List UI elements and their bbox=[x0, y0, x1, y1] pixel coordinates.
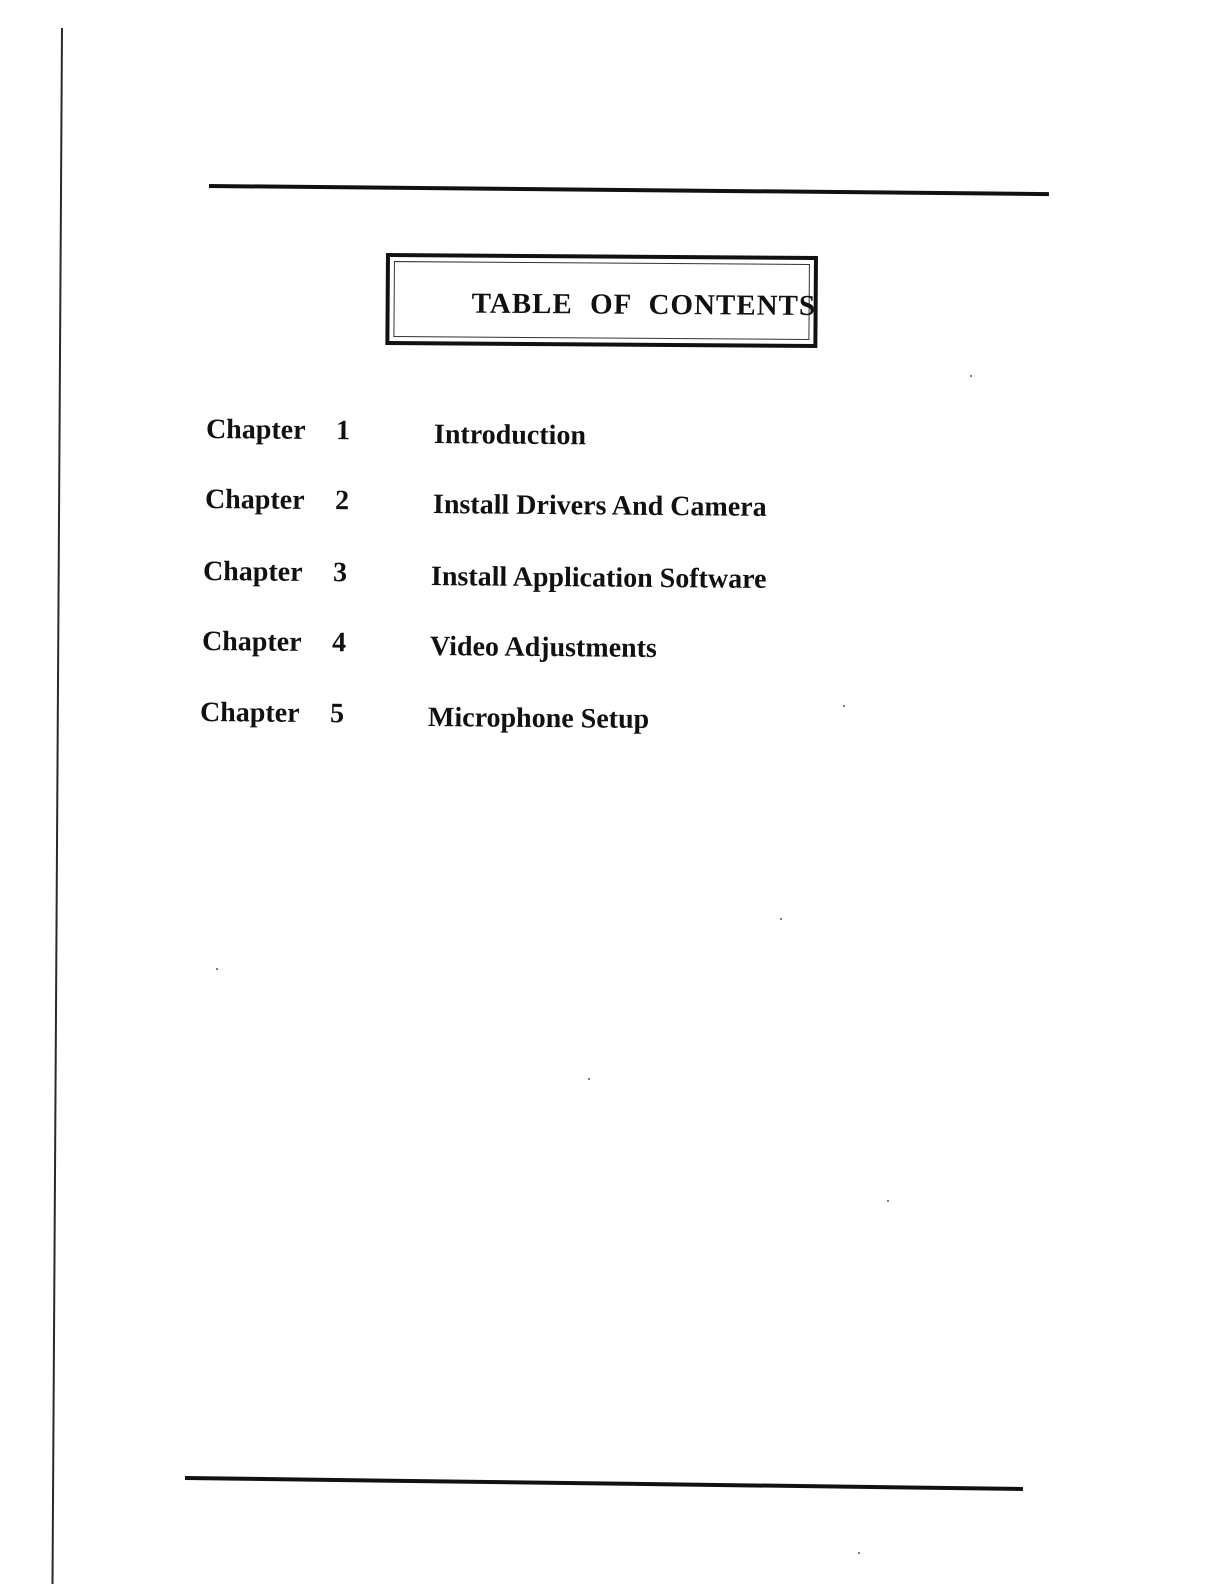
scan-speck bbox=[588, 1078, 590, 1080]
scan-speck bbox=[970, 375, 972, 377]
top-rule bbox=[209, 184, 1049, 196]
chapter-number: 4 bbox=[331, 627, 347, 659]
bottom-rule bbox=[185, 1476, 1023, 1491]
chapter-title: Install Application Software bbox=[430, 560, 767, 595]
chapter-number: 1 bbox=[335, 415, 351, 447]
chapter-number: 3 bbox=[332, 557, 348, 589]
chapter-label: Chapter bbox=[205, 414, 306, 446]
chapter-title: Install Drivers And Camera bbox=[432, 488, 767, 523]
chapter-number: 5 bbox=[329, 698, 345, 730]
chapter-label: Chapter bbox=[199, 697, 300, 729]
scan-speck bbox=[858, 1552, 860, 1554]
page-title: TABLE OF CONTENTS bbox=[471, 287, 817, 323]
chapter-title: Introduction bbox=[433, 418, 587, 452]
scan-speck bbox=[887, 1200, 889, 1202]
scan-speck bbox=[216, 968, 218, 970]
chapter-label: Chapter bbox=[204, 484, 305, 516]
chapter-number: 2 bbox=[334, 485, 350, 517]
chapter-title: Microphone Setup bbox=[427, 701, 650, 735]
title-box bbox=[385, 253, 818, 348]
chapter-label: Chapter bbox=[202, 556, 303, 588]
chapter-title: Video Adjustments bbox=[429, 630, 658, 664]
scan-edge-line bbox=[51, 28, 63, 1584]
scan-speck bbox=[780, 918, 782, 920]
chapter-label: Chapter bbox=[201, 626, 302, 658]
scan-speck bbox=[843, 705, 845, 707]
